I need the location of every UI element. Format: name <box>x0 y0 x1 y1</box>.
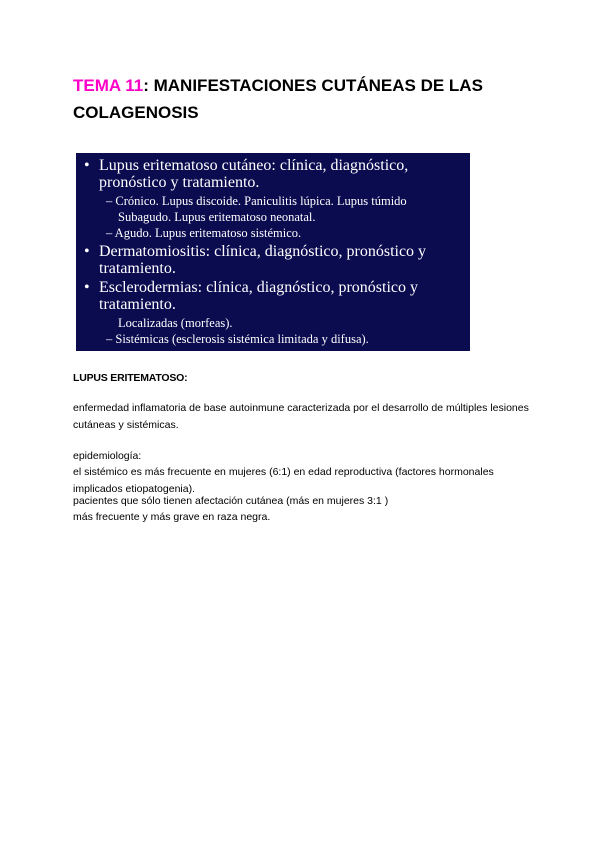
slide-subitem-cronico: – Crónico. Lupus discoide. Paniculitis lúpica. Lupus túmido <box>106 194 407 208</box>
slide-bullet-2: • Dermatomiositis: clínica, diagnóstico, pronóstico y tratamiento. <box>84 243 427 277</box>
paragraph-raza: más frecuente y más grave en raza negra. <box>73 511 271 523</box>
slide-image <box>76 153 470 351</box>
slide-subitem-subagudo: Subagudo. Lupus eritematoso neonatal. <box>118 210 316 224</box>
slide-subitem-sistemicas: – Sistémicas (esclerosis sistémica limitada y difusa). <box>106 332 369 346</box>
tema-title: : MANIFESTACIONES CUTÁNEAS DE LAS COLAGENOSIS <box>73 76 483 122</box>
tema-number: TEMA 11 <box>73 76 144 95</box>
slide-subitem-localizadas: Localizadas (morfeas). <box>118 316 233 330</box>
paragraph-definition: enfermedad inflamatoria de base autoinmune caracterizada por el desarrollo de múltiples lesiones cutáneas y sistémicas. <box>73 402 529 431</box>
slide-bullet-1: • Lupus eritematoso cutáneo: clínica, diagnóstico, pronóstico y tratamiento. <box>84 157 409 191</box>
page-title <box>73 72 553 126</box>
paragraph-epidemiology-label: epidemiología: <box>73 450 142 462</box>
section-heading: LUPUS ERITEMATOSO: <box>73 372 188 384</box>
slide-subitem-agudo: – Agudo. Lupus eritematoso sistémico. <box>106 226 302 240</box>
slide-bullet-3: • Esclerodermias: clínica, diagnóstico, pronóstico y tratamiento. <box>84 279 419 313</box>
paragraph-cutanea: pacientes que sólo tienen afectación cutánea (más en mujeres 3:1 ) <box>73 495 389 507</box>
paragraph-sistemico: el sistémico es más frecuente en mujeres (6:1) en edad reproductiva (factores hormonales implicados etiopatogenia). <box>73 466 494 495</box>
